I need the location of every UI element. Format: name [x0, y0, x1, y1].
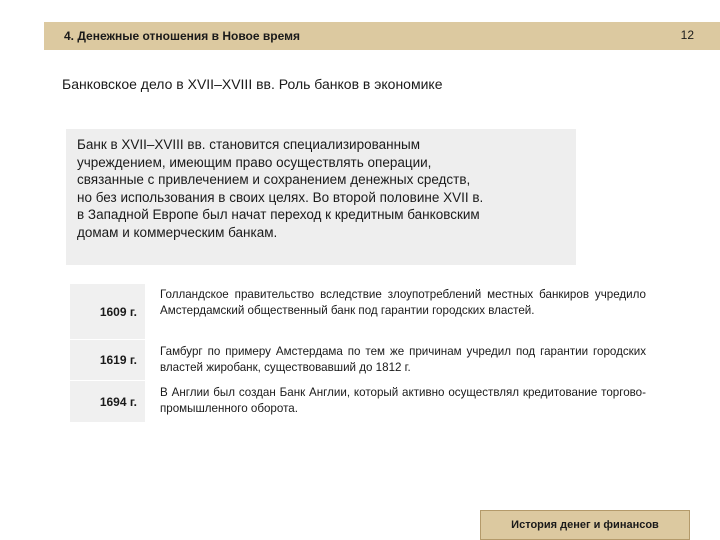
intro-line: в Западной Европе был начат переход к кредитным банковским	[77, 207, 480, 223]
year-cell: 1609 г.	[70, 284, 145, 340]
intro-line: связанные с привлечением и сохранением денежных средств,	[77, 172, 471, 188]
intro-line: Банк в XVII–XVIII вв. становится специализированным	[77, 137, 421, 152]
intro-line: но без использования в своих целях. Во второй половине XVII в.	[77, 189, 484, 205]
intro-text	[77, 136, 572, 242]
footer-label: История денег и финансов	[511, 519, 659, 531]
section-title: 4. Денежные отношения в Новое время	[64, 29, 300, 43]
timeline-row-1619	[70, 340, 650, 381]
intro-line: домам и коммерческим банкам.	[77, 224, 278, 240]
timeline-row-1609	[70, 284, 650, 340]
footer-course-label	[480, 510, 690, 540]
year-cell: 1619 г.	[70, 340, 145, 381]
intro-box	[66, 129, 576, 265]
event-text: Гамбург по примеру Амстердама по тем же причинам учредил под гарантии городских властей жиробанк, существовавший до 1812 г.	[160, 345, 646, 374]
header-bar	[44, 22, 720, 50]
timeline-row-1694	[70, 381, 650, 423]
slide-subtitle: Банковское дело в XVII–XVIII вв. Роль банков в экономике	[62, 76, 443, 92]
event-text: Голландское правительство вследствие злоупотреблений местных банкиров учредило Амстердамский общественный банк под гарантии городских властей.	[160, 288, 646, 317]
year-cell: 1694 г.	[70, 381, 145, 423]
event-text: В Англии был создан Банк Англии, который активно осуществлял кредитование торгово-промышленного оборота.	[160, 386, 646, 415]
page-number: 12	[680, 28, 694, 42]
intro-line: учреждением, имеющим право осуществлять операции,	[77, 154, 432, 170]
